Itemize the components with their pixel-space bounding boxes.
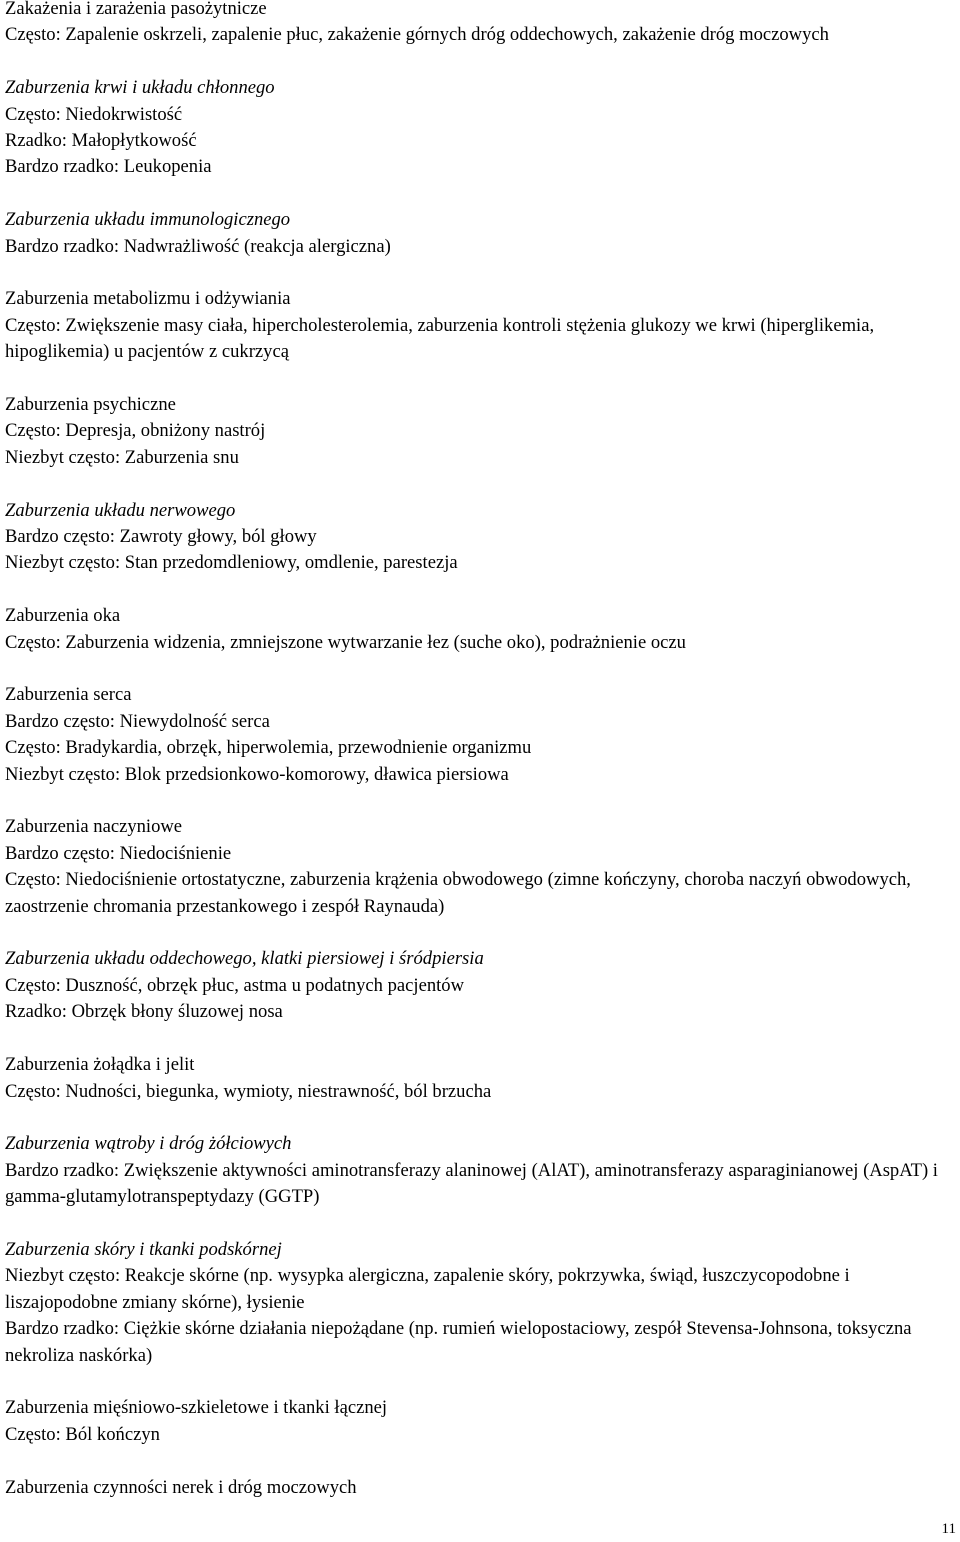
adverse-reaction-section bbox=[5, 1131, 945, 1210]
frequency-line: Często: Niedokrwistość bbox=[5, 103, 183, 125]
adverse-reaction-section bbox=[5, 207, 945, 260]
section-heading: Zaburzenia układu nerwowego bbox=[5, 499, 236, 521]
adverse-reaction-section bbox=[5, 1475, 945, 1501]
frequency-line: Bardzo rzadko: Ciężkie skórne działania niepożądane (np. rumień wielopostaciowy, zespół Stevensa-Johnsona, toksyczna nekroliza naskórka) bbox=[5, 1318, 912, 1366]
frequency-line: Bardzo często: Niewydolność serca bbox=[5, 710, 270, 732]
adverse-reaction-section bbox=[5, 498, 945, 577]
frequency-line: Często: Bradykardia, obrzęk, hiperwolemia, przewodnienie organizmu bbox=[5, 737, 532, 759]
section-heading: Zaburzenia mięśniowo-szkieletowe i tkanki łącznej bbox=[5, 1397, 388, 1419]
frequency-line: Niezbyt często: Zaburzenia snu bbox=[5, 446, 239, 468]
frequency-line: Często: Zapalenie oskrzeli, zapalenie płuc, zakażenie górnych dróg oddechowych, zakażenie dróg moczowych bbox=[5, 24, 829, 46]
frequency-line: Bardzo często: Zawroty głowy, ból głowy bbox=[5, 526, 317, 548]
adverse-reaction-section bbox=[5, 0, 945, 49]
section-heading: Zaburzenia psychiczne bbox=[5, 394, 176, 416]
frequency-line: Rzadko: Obrzęk błony śluzowej nosa bbox=[5, 1001, 283, 1023]
frequency-line: Niezbyt często: Stan przedomdleniowy, omdlenie, parestezja bbox=[5, 552, 458, 574]
frequency-line: Bardzo rzadko: Nadwrażliwość (reakcja alergiczna) bbox=[5, 235, 391, 257]
section-heading: Zaburzenia żołądka i jelit bbox=[5, 1054, 195, 1076]
frequency-line: Często: Zaburzenia widzenia, zmniejszone wytwarzanie łez (suche oko), podrażnienie oczu bbox=[5, 631, 686, 653]
frequency-line: Niezbyt często: Blok przedsionkowo-komorowy, dławica piersiowa bbox=[5, 763, 509, 785]
adverse-reaction-section bbox=[5, 1052, 945, 1105]
section-heading: Zakażenia i zarażenia pasożytnicze bbox=[5, 0, 267, 19]
section-heading: Zaburzenia wątroby i dróg żółciowych bbox=[5, 1133, 292, 1155]
frequency-line: Często: Nudności, biegunka, wymioty, niestrawność, ból brzucha bbox=[5, 1080, 492, 1102]
adverse-reaction-section bbox=[5, 1237, 945, 1369]
adverse-reaction-section bbox=[5, 814, 945, 920]
frequency-line: Często: Duszność, obrzęk płuc, astma u podatnych pacjentów bbox=[5, 974, 465, 996]
adverse-reaction-section bbox=[5, 75, 945, 181]
frequency-line: Bardzo często: Niedociśnienie bbox=[5, 842, 232, 864]
frequency-line: Rzadko: Małopłytkowość bbox=[5, 130, 197, 152]
section-heading: Zaburzenia metabolizmu i odżywiania bbox=[5, 288, 291, 310]
adverse-reaction-section bbox=[5, 286, 945, 365]
section-heading: Zaburzenia serca bbox=[5, 684, 132, 706]
frequency-line: Niezbyt często: Reakcje skórne (np. wysypka alergiczna, zapalenie skóry, pokrzywka, świąd, łuszczycopodobne i liszajopodobne zmiany skórne), łysienie bbox=[5, 1265, 850, 1313]
page-number: 11 bbox=[941, 1521, 956, 1537]
frequency-line: Często: Depresja, obniżony nastrój bbox=[5, 420, 266, 442]
document-body bbox=[5, 0, 945, 1527]
adverse-reaction-section bbox=[5, 946, 945, 1025]
adverse-reaction-section bbox=[5, 1395, 945, 1448]
frequency-line: Bardzo rzadko: Leukopenia bbox=[5, 156, 212, 178]
adverse-reaction-section bbox=[5, 682, 945, 788]
adverse-reaction-section bbox=[5, 392, 945, 471]
section-heading: Zaburzenia układu immunologicznego bbox=[5, 209, 291, 231]
adverse-reaction-section bbox=[5, 603, 945, 656]
frequency-line: Często: Zwiększenie masy ciała, hipercholesterolemia, zaburzenia kontroli stężenia glukozy we krwi (hiperglikemia, hipoglikemia) u pacjentów z cukrzycą bbox=[5, 314, 875, 363]
frequency-line: Bardzo rzadko: Zwiększenie aktywności aminotransferazy alaninowej (AlAT), aminotransferazy asparaginianowej (AspAT) i gamma-glutamylotranspeptydazy (GGTP) bbox=[5, 1159, 938, 1208]
section-heading: Zaburzenia naczyniowe bbox=[5, 816, 183, 838]
section-heading: Zaburzenia układu oddechowego, klatki piersiowej i śródpiersia bbox=[5, 948, 484, 970]
frequency-line: Często: Niedociśnienie ortostatyczne, zaburzenia krążenia obwodowego (zimne kończyny, choroba naczyń obwodowych, zaostrzenie chromania przestankowego i zespół Raynauda) bbox=[5, 869, 911, 917]
section-heading: Zaburzenia krwi i układu chłonnego bbox=[5, 77, 275, 99]
section-heading: Zaburzenia skóry i tkanki podskórnej bbox=[5, 1238, 282, 1260]
frequency-line: Często: Ból kończyn bbox=[5, 1423, 160, 1445]
section-heading: Zaburzenia czynności nerek i dróg moczowych bbox=[5, 1476, 357, 1498]
section-heading: Zaburzenia oka bbox=[5, 605, 121, 627]
